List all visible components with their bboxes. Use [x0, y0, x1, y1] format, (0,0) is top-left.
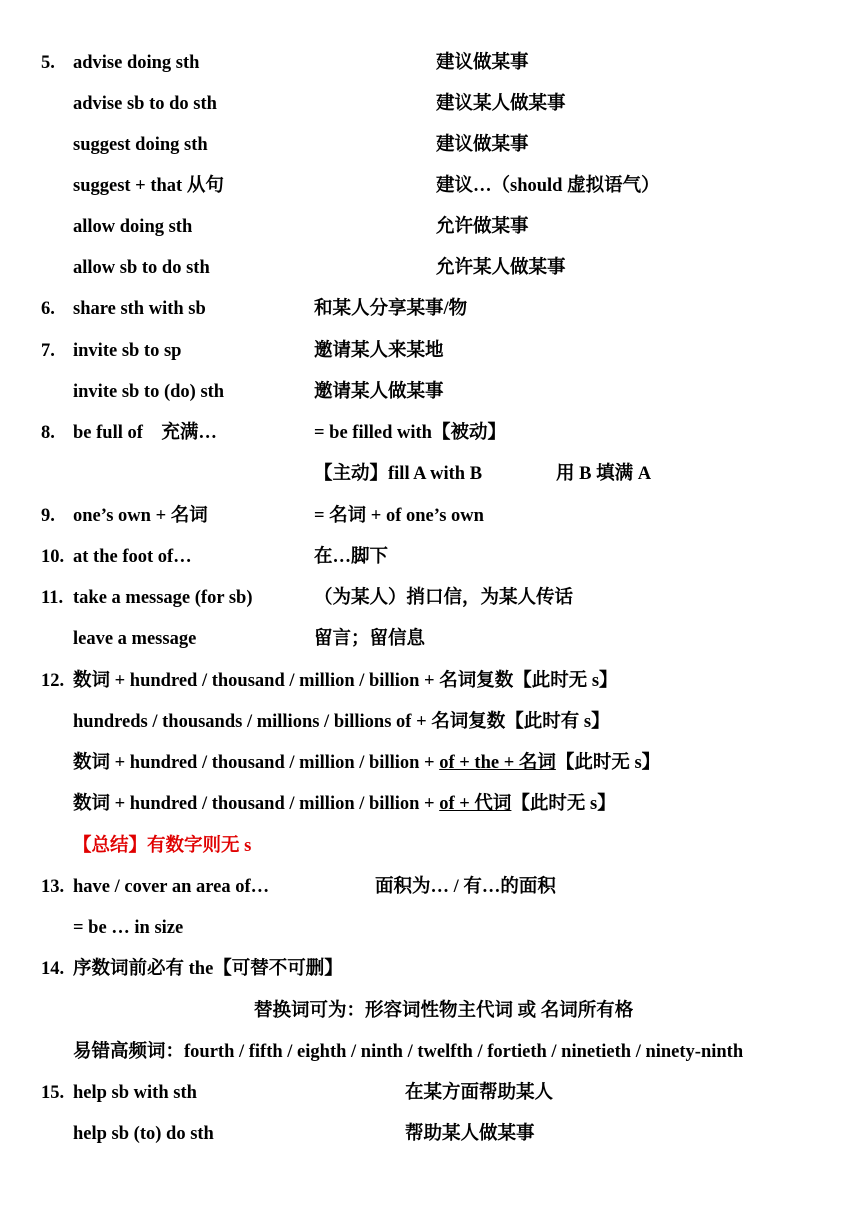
item-12-rule-3	[73, 752, 660, 774]
item-7-phrase-1: invite sb to sp	[73, 341, 182, 361]
item-5-phrase-6: allow sb to do sth	[73, 258, 210, 278]
item-15-meaning-2: 帮助某人做某事	[405, 1124, 535, 1144]
item-8-active-meaning: 用 B 填满 A	[556, 464, 652, 484]
item-6-meaning: 和某人分享某事/物	[314, 299, 468, 319]
item-12-rule-3-text: 数词 + hundred / thousand / million / billion +	[73, 753, 440, 773]
item-7-meaning-2: 邀请某人做某事	[314, 382, 444, 402]
item-5-phrase-5: allow doing sth	[73, 217, 193, 237]
item-14-common-words: 易错高频词：fourth / fifth / eighth / ninth / twelfth / fortieth / ninetieth / ninety-ninth	[73, 1042, 744, 1062]
item-8-passive: = be filled with【被动】	[314, 423, 506, 443]
item-7-phrase-2: invite sb to (do) sth	[73, 382, 225, 402]
item-13-phrase: have / cover an area of…	[73, 877, 270, 897]
item-11-meaning-1: （为某人）捎口信，为某人传话	[314, 588, 574, 608]
item-7-number: 7.	[41, 341, 55, 361]
item-10-number: 10.	[41, 547, 65, 567]
item-5-meaning-2: 建议某人做某事	[436, 94, 566, 114]
item-7-meaning-1: 邀请某人来某地	[314, 341, 444, 361]
item-9-number: 9.	[41, 506, 55, 526]
item-6-phrase: share sth with sb	[73, 299, 206, 319]
item-5-phrase-2: advise sb to do sth	[73, 94, 217, 114]
item-13-number: 13.	[41, 877, 65, 897]
item-11-number: 11.	[41, 588, 64, 608]
item-12-rule-3-note: 【此时无 s】	[555, 753, 661, 773]
item-10-phrase: at the foot of…	[73, 547, 192, 567]
item-12-rule-4-underlined: of + 代词	[439, 794, 512, 814]
item-13-equivalent: = be … in size	[73, 918, 184, 938]
item-9-phrase: one’s own + 名词	[73, 506, 208, 526]
item-14-replacement: 替换词可为：形容词性物主代词 或 名词所有格	[254, 1001, 634, 1021]
item-6-number: 6.	[41, 299, 55, 319]
item-11-phrase-2: leave a message	[73, 629, 197, 649]
item-15-phrase-1: help sb with sth	[73, 1083, 197, 1103]
item-5-meaning-4: 建议…（should 虚拟语气）	[436, 176, 660, 196]
item-9-equivalent: = 名词 + of one’s own	[314, 506, 484, 526]
item-12-summary: 【总结】有数字则无 s	[73, 836, 252, 856]
item-5-number: 5.	[41, 53, 55, 73]
item-5-meaning-6: 允许某人做某事	[436, 258, 566, 278]
item-15-phrase-2: help sb (to) do sth	[73, 1124, 214, 1144]
item-5-meaning-3: 建议做某事	[436, 135, 529, 155]
item-11-meaning-2: 留言；留信息	[314, 629, 426, 649]
item-5-meaning-1: 建议做某事	[436, 53, 529, 73]
item-5-meaning-5: 允许做某事	[436, 217, 529, 237]
item-15-number: 15.	[41, 1083, 65, 1103]
item-12-rule-4-note: 【此时无 s】	[511, 794, 616, 814]
item-12-rule-3-underlined: of + the + 名词	[439, 753, 556, 773]
item-13-meaning: 面积为… / 有…的面积	[375, 877, 556, 897]
item-12-rule-2: hundreds / thousands / millions / billions of + 名词复数【此时有 s】	[73, 712, 610, 732]
item-8-number: 8.	[41, 423, 55, 443]
item-12-number: 12.	[41, 671, 65, 691]
item-14-number: 14.	[41, 959, 65, 979]
item-12-rule-4	[73, 793, 616, 815]
item-15-meaning-1: 在某方面帮助某人	[405, 1083, 554, 1103]
item-12-rule-1: 数词 + hundred / thousand / million / billion + 名词复数【此时无 s】	[73, 671, 618, 691]
item-5-phrase-4: suggest + that 从句	[73, 176, 224, 196]
item-10-meaning: 在…脚下	[314, 547, 389, 567]
item-8-active: 【主动】fill A with B	[314, 464, 483, 484]
item-8-phrase: be full of 充满…	[73, 423, 217, 443]
item-11-phrase-1: take a message (for sb)	[73, 588, 253, 608]
item-14-rule: 序数词前必有 the【可替不可删】	[73, 959, 343, 979]
item-5-phrase-3: suggest doing sth	[73, 135, 208, 155]
item-5-phrase-1: advise doing sth	[73, 53, 200, 73]
item-12-rule-4-text: 数词 + hundred / thousand / million / billion +	[73, 794, 440, 814]
